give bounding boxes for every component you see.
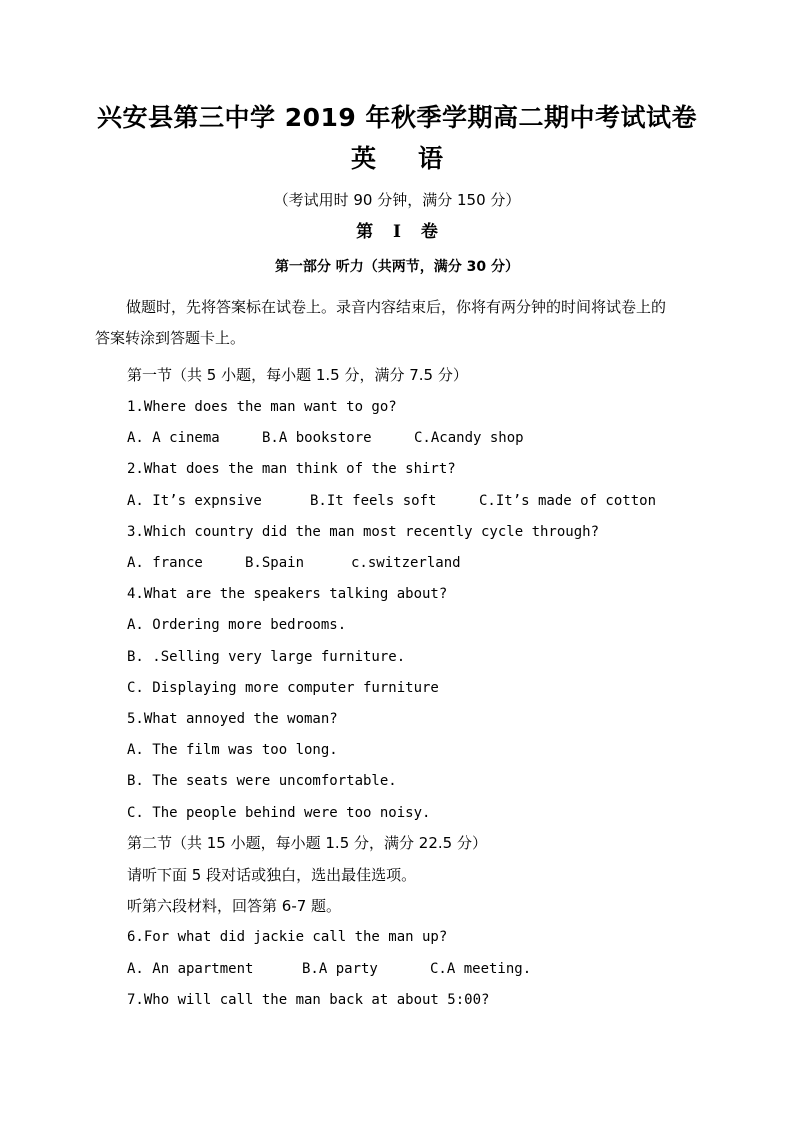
section-2-heading: 第二节（共 15 小题，每小题 1.5 分，满分 22.5 分）	[127, 834, 487, 852]
option-c: C.A meeting.	[430, 961, 532, 977]
question-5: 5.What annoyed the woman?	[127, 711, 338, 727]
section-1-heading: 第一节（共 5 小题，每小题 1.5 分，满分 7.5 分）	[127, 366, 468, 384]
option-a: A. It’s expnsive	[127, 493, 262, 509]
instruction-line-1: 做题时，先将答案标在试卷上。录音内容结束后，你将有两分钟的时间将试卷上的	[126, 298, 667, 316]
instruction-line-2: 答案转涂到答题卡上。	[95, 329, 246, 347]
question-3: 3.Which country did the man most recently cycle through?	[127, 524, 600, 540]
question-1-options	[127, 427, 524, 449]
option-c: c.switzerland	[351, 555, 461, 571]
exam-title: 兴安县第三中学 2019 年秋季学期高二期中考试试卷	[97, 103, 697, 132]
volume-heading: 第 I 卷	[356, 222, 438, 242]
option-b: B.A party	[302, 961, 378, 977]
section-2-instruction: 请听下面 5 段对话或独白，选出最佳选项。	[127, 866, 417, 884]
option-b: B.It feels soft	[310, 493, 437, 509]
question-7: 7.Who will call the man back at about 5:00?	[127, 992, 490, 1008]
material-6-instruction: 听第六段材料，回答第 6-7 题。	[127, 897, 342, 915]
part-one-heading: 第一部分 听力（共两节，满分 30 分）	[274, 259, 520, 275]
question-1: 1.Where does the man want to go?	[127, 399, 397, 415]
option-b: B.A bookstore	[262, 430, 372, 446]
question-2: 2.What does the man think of the shirt?	[127, 461, 456, 477]
option-a: A. An apartment	[127, 961, 254, 977]
question-3-options	[127, 552, 461, 574]
question-5-option-c: C. The people behind were too noisy.	[127, 805, 431, 821]
option-c: C.It’s made of cotton	[479, 493, 657, 509]
question-4-option-c: C. Displaying more computer furniture	[127, 680, 439, 696]
option-a: A. A cinema	[127, 430, 220, 446]
subject-heading	[0, 142, 794, 176]
question-4: 4.What are the speakers talking about?	[127, 586, 448, 602]
option-b: B.Spain	[245, 555, 305, 571]
question-4-option-a: A. Ordering more bedrooms.	[127, 617, 347, 633]
question-5-option-a: A. The film was too long.	[127, 742, 338, 758]
option-a: A. france	[127, 555, 203, 571]
question-6: 6.For what did jackie call the man up?	[127, 929, 448, 945]
subject-char-2: 语	[418, 144, 444, 173]
question-4-option-b: B. .Selling very large furniture.	[127, 649, 406, 665]
question-6-options	[127, 958, 531, 980]
question-5-option-b: B. The seats were uncomfortable.	[127, 773, 397, 789]
subject-char-1: 英	[350, 144, 376, 173]
option-c: C.Acandy shop	[414, 430, 524, 446]
exam-timing: （考试用时 90 分钟，满分 150 分）	[273, 191, 521, 209]
question-2-options	[127, 490, 656, 512]
